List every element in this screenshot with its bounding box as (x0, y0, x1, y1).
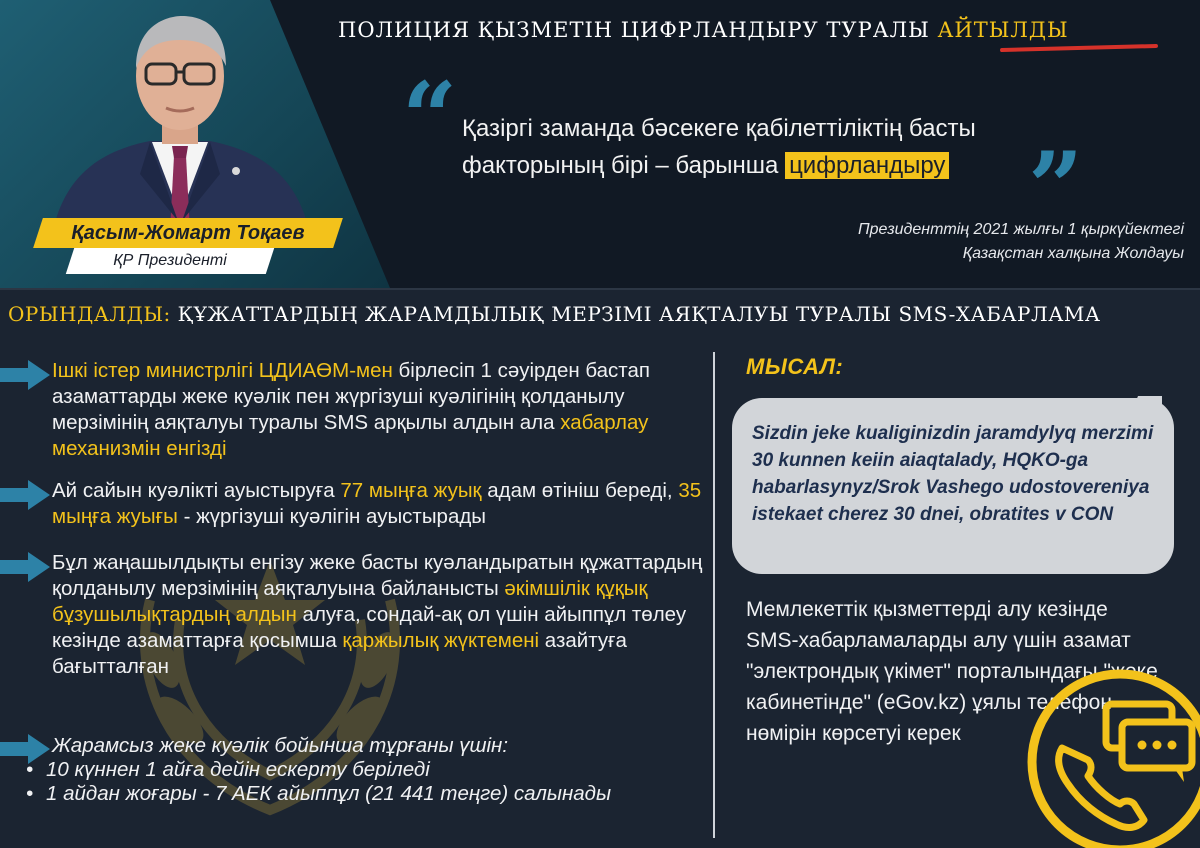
arrow-right-icon (0, 360, 50, 390)
quote-source (744, 218, 1184, 266)
bullet-4-item-2: • 1 айдан жоғары - 7 АЕК айыппұл (21 441 теңге) салынады (0, 782, 640, 806)
bullet-1 (0, 358, 720, 468)
headline-main: ПОЛИЦИЯ ҚЫЗМЕТІН ЦИФРЛАНДЫРУ ТУРАЛЫ (338, 18, 938, 42)
quote-close-icon: ” (1028, 131, 1084, 244)
bullet-4-sublist (0, 758, 712, 806)
sms-text: Sizdin jeke kualiginizdin jaramdylyq merzimi 30 kunnen keiin aiaqtalady, HQKO-ga habarlasynyz/Srok Vashego udostovereniya istekaet cherez 30 dnei, obratites v CON (752, 423, 1154, 525)
bullet-1-text (52, 358, 712, 462)
bullet-2-text (52, 478, 712, 530)
quote-source-line2: Қазақстан халқына Жолдауы (962, 245, 1184, 262)
section-heading-rest: ҚҰЖАТТАРДЫҢ ЖАРАМДЫЛЫҚ МЕРЗІМІ АЯҚТАЛУЫ ТУРАЛЫ SMS-ХАБАРЛАМА (170, 302, 1101, 326)
bullet-3 (0, 550, 720, 712)
bullet-1-highlight-b: хабарлау механизмін енгізді (52, 411, 649, 460)
bullet-2-highlight-b: 35 мыңға жуығы (52, 479, 702, 528)
bullet-2 (0, 478, 720, 534)
egov-note: Мемлекеттік қызметтерді алу кезінде SMS-хабарламаларды алу үшін азамат "электрондық үкімет" порталындағы "жеке кабинетінде" (eGov.kz) ұялы телефон нөмірін көрсетуі керек (746, 598, 1158, 745)
headline (338, 18, 1158, 48)
bullet-2-part-3: адам өтініш береді, (481, 479, 679, 502)
headline-highlight: АЙТЫЛДЫ (937, 18, 1069, 42)
bullet-2-part-5: - жүргізуші куәлігін ауыстырады (177, 505, 487, 528)
bullet-4-intro: Жарамсыз жеке куәлік бойынша тұрғаны үшін: (52, 734, 509, 757)
quote-text-highlight: цифрландыру (785, 152, 949, 179)
quote-source-line1: Президенттің 2021 жылғы 1 қыркүйектегі (858, 221, 1184, 238)
bullet-3-part-5: азайтуға бағытталған (52, 629, 627, 678)
bullet-3-text (52, 550, 712, 680)
section-heading (8, 302, 1194, 332)
example-label: МЫСАЛ: (746, 354, 844, 379)
president-portrait (40, 6, 320, 246)
bullet-3-part-3: алуға, сондай-ақ ол үшін айыппұл төлеу кезінде азаматтарға қосымша (52, 603, 687, 652)
bullet-4-item-1: • 10 күннен 1 айға дейін ескерту беріледі (0, 758, 712, 782)
bullet-1-body: бірлесіп 1 сәуірден бастап азаматтарды жеке куәлік пен жүргізуші куәлігінің қолданылу мерзімінің аяқталуы туралы SMS арқылы алдын ала (52, 359, 650, 434)
phone-chat-icon (1024, 666, 1200, 848)
bullet-3-highlight-a: әкімшілік құқық бұзушылықтардың алдын (52, 577, 648, 626)
bullet-3-part-1: Бұл жаңашылдықты енгізу жеке басты куәландыратын құжаттардың қолданылу мерзімінің аяқталуына байланысты (52, 551, 703, 600)
arrow-right-icon (0, 480, 50, 510)
arrow-right-icon (0, 552, 50, 582)
bullet-4-text (46, 734, 712, 806)
section-divider (0, 288, 1200, 290)
person-name-plate (33, 218, 343, 248)
section-heading-highlight: ОРЫНДАЛДЫ: (8, 302, 171, 326)
quote-text (462, 110, 1022, 184)
bullet-2-part-1: Ай сайын куәлікті ауыстыруға (52, 479, 341, 502)
bullet-4 (0, 734, 720, 844)
person-role: ҚР Президенті (113, 252, 227, 269)
bullet-2-highlight-a: 77 мыңға жуық (340, 479, 482, 502)
person-role-plate (66, 248, 274, 274)
column-divider (713, 352, 715, 838)
quote-open-icon: “ (402, 61, 458, 174)
bullet-1-highlight-a: Ішкі істер министрлігі ЦДИАӨМ-мен (52, 359, 393, 382)
quote-text-main: Қазіргі заманда бәсекеге қабілеттіліктің басты факторының бірі – барынша (462, 115, 976, 179)
bullet-3-highlight-b: қаржылық жүктемені (342, 629, 540, 652)
person-name: Қасым-Жомарт Тоқаев (71, 222, 305, 244)
